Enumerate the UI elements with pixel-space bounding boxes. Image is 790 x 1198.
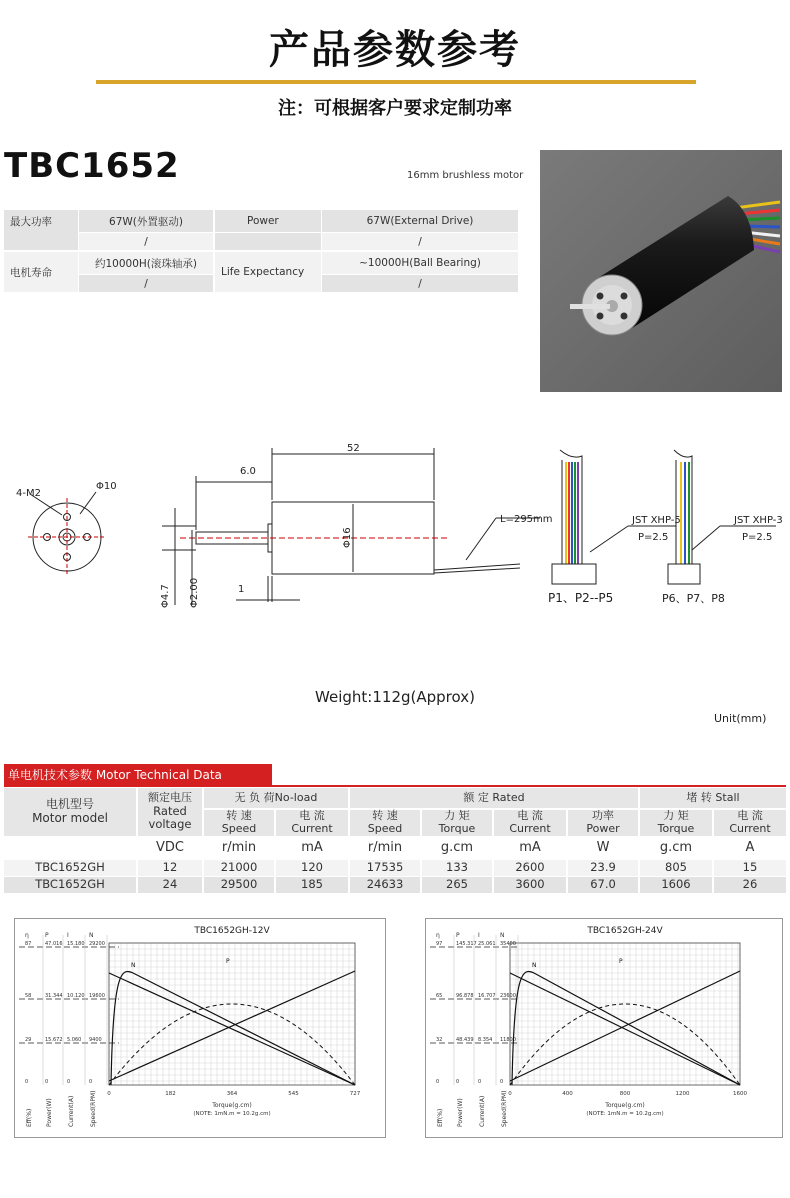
- axis-value: 15.180: [67, 941, 85, 947]
- th-speed-cn: 转 速: [372, 809, 398, 823]
- perf-chart-24v-svg: [426, 919, 782, 1137]
- th-rated-voltage-en: Rated voltage: [148, 804, 192, 832]
- dim-holes: 4-M2: [16, 488, 41, 499]
- dim-phi10: Φ10: [96, 481, 117, 492]
- axis-label: Speed(RPM): [90, 1090, 97, 1127]
- axis-value: 25.061: [478, 941, 496, 947]
- th-current-cn: 电 流: [517, 809, 543, 823]
- perf-chart-12v-svg: [15, 919, 385, 1137]
- th-current-en: Current: [509, 822, 551, 835]
- th-stall: 堵 转 Stall: [640, 788, 786, 808]
- table-cell: 12: [138, 860, 202, 876]
- dim-6: 6.0: [240, 466, 256, 477]
- power-curve: [109, 1004, 355, 1085]
- chart-note: (NOTE: 1mN.m = 10.2g.cm): [193, 1111, 271, 1117]
- th-noload-speed: [204, 810, 274, 836]
- axis-label: Power(W): [46, 1098, 53, 1127]
- th-noload-current: [276, 810, 348, 836]
- chart-title: TBC1652GH-24V: [587, 926, 663, 936]
- axis-value: 0: [67, 1079, 71, 1085]
- tech-data-banner: 单电机技术参数 Motor Technical Data: [4, 764, 272, 786]
- spec-empty-cell: [215, 233, 321, 250]
- axis-label: Current(A): [479, 1095, 486, 1127]
- th-rated-voltage: [138, 788, 202, 836]
- th-torque-en: Torque: [657, 822, 695, 835]
- curve-label: N: [532, 962, 537, 969]
- axis-value: 145.317: [456, 941, 477, 947]
- unit-cell: g.cm: [640, 838, 712, 858]
- th-rated-current: [494, 810, 566, 836]
- unit-cell: mA: [276, 838, 348, 858]
- power-curve: [510, 1004, 740, 1085]
- th-noload: 无 负 荷No-load: [204, 788, 348, 808]
- tech-data-rule: [4, 785, 786, 787]
- axis-value: 16.707: [478, 993, 496, 999]
- spec-life-en: ~10000H(Ball Bearing): [322, 252, 518, 274]
- column-head: I: [67, 932, 69, 939]
- x-tick-label: 364: [226, 1091, 238, 1097]
- x-axis-label: Torque(g.cm): [212, 1102, 252, 1109]
- axis-value: 31.344: [45, 993, 63, 999]
- product-photo: [540, 150, 782, 392]
- th-stall-torque: [640, 810, 712, 836]
- column-head: P: [45, 932, 49, 939]
- weight-label: Weight:112g(Approx): [315, 688, 475, 706]
- x-tick-label: 0: [508, 1091, 512, 1097]
- th-current-en: Current: [291, 822, 333, 835]
- axis-value: 5.060: [67, 1037, 82, 1043]
- page-title: 产品参数参考: [269, 27, 521, 73]
- th-rated: 额 定 Rated: [350, 788, 638, 808]
- x-tick-label: 545: [288, 1091, 299, 1097]
- th-torque-en: Torque: [438, 822, 476, 835]
- axis-value: 23600: [500, 993, 516, 999]
- spec-power-label: Power: [215, 210, 321, 232]
- plot-frame: [510, 943, 740, 1085]
- axis-value: 9400: [89, 1037, 102, 1043]
- th-current-cn: 电 流: [299, 809, 325, 823]
- th-model-en: Motor model: [32, 811, 108, 825]
- table-cell: 24: [138, 877, 202, 893]
- column-head: N: [89, 932, 94, 939]
- th-rated-torque: [422, 810, 492, 836]
- table-cell: 21000: [204, 860, 274, 876]
- unit-cell: VDC: [138, 838, 202, 858]
- spec-slash: /: [322, 275, 518, 292]
- unit-cell: r/min: [204, 838, 274, 858]
- th-current-en: Current: [729, 822, 771, 835]
- axis-value: 65: [436, 993, 443, 999]
- th-current-cn: 电 流: [737, 809, 763, 823]
- axis-label: Power(W): [457, 1098, 464, 1127]
- table-cell: 26: [714, 877, 786, 893]
- th-power-cn: 功率: [592, 809, 614, 823]
- unit-cell: mA: [494, 838, 566, 858]
- conn1-name: JST XHP-5: [632, 515, 681, 526]
- axis-value: 10.120: [67, 993, 85, 999]
- x-tick-label: 400: [562, 1091, 573, 1097]
- perf-chart-24v: [425, 918, 783, 1138]
- dimension-drawing: [0, 430, 790, 610]
- x-tick-label: 727: [349, 1091, 361, 1097]
- table-cell: TBC1652GH: [4, 860, 136, 876]
- chart-note: (NOTE: 1mN.m = 10.2g.cm): [586, 1111, 664, 1117]
- axis-value: 15.672: [45, 1037, 63, 1043]
- table-cell: 2600: [494, 860, 566, 876]
- axis-value: 0: [45, 1079, 49, 1085]
- axis-label: Eff(%): [437, 1108, 444, 1127]
- curve-label: N: [131, 962, 136, 969]
- th-speed-cn: 转 速: [226, 809, 252, 823]
- table-cell: 1606: [640, 877, 712, 893]
- th-model-cn: 电机型号: [45, 797, 94, 812]
- conn2-pins: P6、P7、P8: [662, 592, 725, 605]
- th-torque-cn: 力 矩: [663, 809, 689, 823]
- table-cell: 133: [422, 860, 492, 876]
- spec-max-power-label: 最大功率: [4, 210, 78, 250]
- spec-life-cn: 约10000H(滚珠轴承): [79, 252, 213, 274]
- table-cell: 17535: [350, 860, 420, 876]
- th-speed-en: Speed: [367, 822, 403, 835]
- spec-slash: /: [322, 233, 518, 250]
- unit-cell: r/min: [350, 838, 420, 858]
- dim-phi47: Φ4.7: [160, 584, 171, 608]
- axis-value: 32: [436, 1037, 443, 1043]
- table-cell: 24633: [350, 877, 420, 893]
- conn1-pitch: P=2.5: [638, 532, 669, 543]
- curve-label: P: [226, 958, 230, 965]
- current-curve: [510, 971, 740, 1081]
- model-description: 16mm brushless motor: [407, 170, 524, 181]
- th-speed-en: Speed: [221, 822, 257, 835]
- axis-value: 29: [25, 1037, 32, 1043]
- speed-curve: [109, 973, 355, 1085]
- axis-value: 0: [89, 1079, 93, 1085]
- axis-value: 19600: [89, 993, 105, 999]
- axis-value: 8.354: [478, 1037, 493, 1043]
- perf-chart-12v: [14, 918, 386, 1138]
- th-rated-speed: [350, 810, 420, 836]
- column-head: η: [436, 932, 440, 939]
- axis-value: 58: [25, 993, 32, 999]
- th-rated-voltage-cn: 额定电压: [148, 791, 192, 805]
- th-power-en: Power: [586, 822, 620, 835]
- column-head: N: [500, 932, 505, 939]
- column-head: P: [456, 932, 460, 939]
- table-cell: 185: [276, 877, 348, 893]
- axis-value: 0: [456, 1079, 460, 1085]
- conn2-name: JST XHP-3: [734, 515, 783, 526]
- chart-title: TBC1652GH-12V: [194, 926, 270, 936]
- column-head: I: [478, 932, 480, 939]
- th-model: [4, 788, 136, 836]
- th-torque-cn: 力 矩: [444, 809, 470, 823]
- th-rated-power: [568, 810, 638, 836]
- x-axis-label: Torque(g.cm): [605, 1102, 645, 1109]
- spec-slash: /: [79, 233, 213, 250]
- dim-phi2: Φ2.00: [189, 577, 200, 608]
- table-cell: 120: [276, 860, 348, 876]
- page-subtitle: 注：可根据客户要求定制功率: [278, 98, 512, 119]
- axis-value: 47.016: [45, 941, 63, 947]
- x-tick-label: 0: [107, 1091, 111, 1097]
- axis-label: Eff(%): [26, 1108, 33, 1127]
- curve-label: P: [619, 958, 623, 965]
- axis-value: 11800: [500, 1037, 516, 1043]
- side-view: [162, 448, 540, 605]
- title-divider: [96, 80, 696, 84]
- model-name: TBC1652: [4, 146, 180, 186]
- conn1-pins: P1、P2--P5: [548, 591, 614, 605]
- axis-value: 0: [478, 1079, 482, 1085]
- axis-value: 96.878: [456, 993, 474, 999]
- front-view: [28, 492, 106, 576]
- axis-value: 0: [436, 1079, 440, 1085]
- axis-value: 87: [25, 941, 32, 947]
- dim-52: 52: [347, 443, 360, 454]
- table-cell: 67.0: [568, 877, 638, 893]
- axis-value: 0: [25, 1079, 29, 1085]
- speed-curve: [510, 973, 740, 1085]
- axis-value: 29200: [89, 941, 105, 947]
- unit-label: Unit(mm): [714, 712, 767, 725]
- table-cell: TBC1652GH: [4, 877, 136, 893]
- x-tick-label: 1200: [675, 1091, 690, 1097]
- table-cell: 23.9: [568, 860, 638, 876]
- unit-cell: g.cm: [422, 838, 492, 858]
- spec-slash: /: [79, 275, 213, 292]
- th-stall-current: [714, 810, 786, 836]
- units-empty: [4, 838, 136, 858]
- axis-value: 35400: [500, 941, 516, 947]
- unit-cell: A: [714, 838, 786, 858]
- table-cell: 29500: [204, 877, 274, 893]
- table-cell: 3600: [494, 877, 566, 893]
- x-tick-label: 1600: [733, 1091, 747, 1097]
- x-tick-label: 800: [619, 1091, 631, 1097]
- lead-length: L=295mm: [500, 514, 553, 525]
- axis-label: Current(A): [68, 1095, 75, 1127]
- spec-life-label: 电机寿命: [4, 252, 78, 292]
- x-tick-label: 182: [165, 1091, 176, 1097]
- plot-frame: [109, 943, 355, 1085]
- dim-phi16: Φ16: [342, 527, 353, 548]
- column-head: η: [25, 932, 29, 939]
- table-cell: 15: [714, 860, 786, 876]
- axis-value: 97: [436, 941, 443, 947]
- conn2-pitch: P=2.5: [742, 532, 773, 543]
- axis-value: 48.439: [456, 1037, 474, 1043]
- current-curve: [109, 971, 355, 1081]
- axis-value: 0: [500, 1079, 504, 1085]
- table-cell: 805: [640, 860, 712, 876]
- unit-cell: W: [568, 838, 638, 858]
- spec-power-en: 67W(External Drive): [322, 210, 518, 232]
- axis-label: Speed(RPM): [501, 1090, 508, 1127]
- spec-max-power-cn: 67W(外置驱动): [79, 210, 213, 232]
- spec-life-label-en: Life Expectancy: [215, 252, 321, 292]
- dim-1: 1: [238, 584, 245, 595]
- table-cell: 265: [422, 877, 492, 893]
